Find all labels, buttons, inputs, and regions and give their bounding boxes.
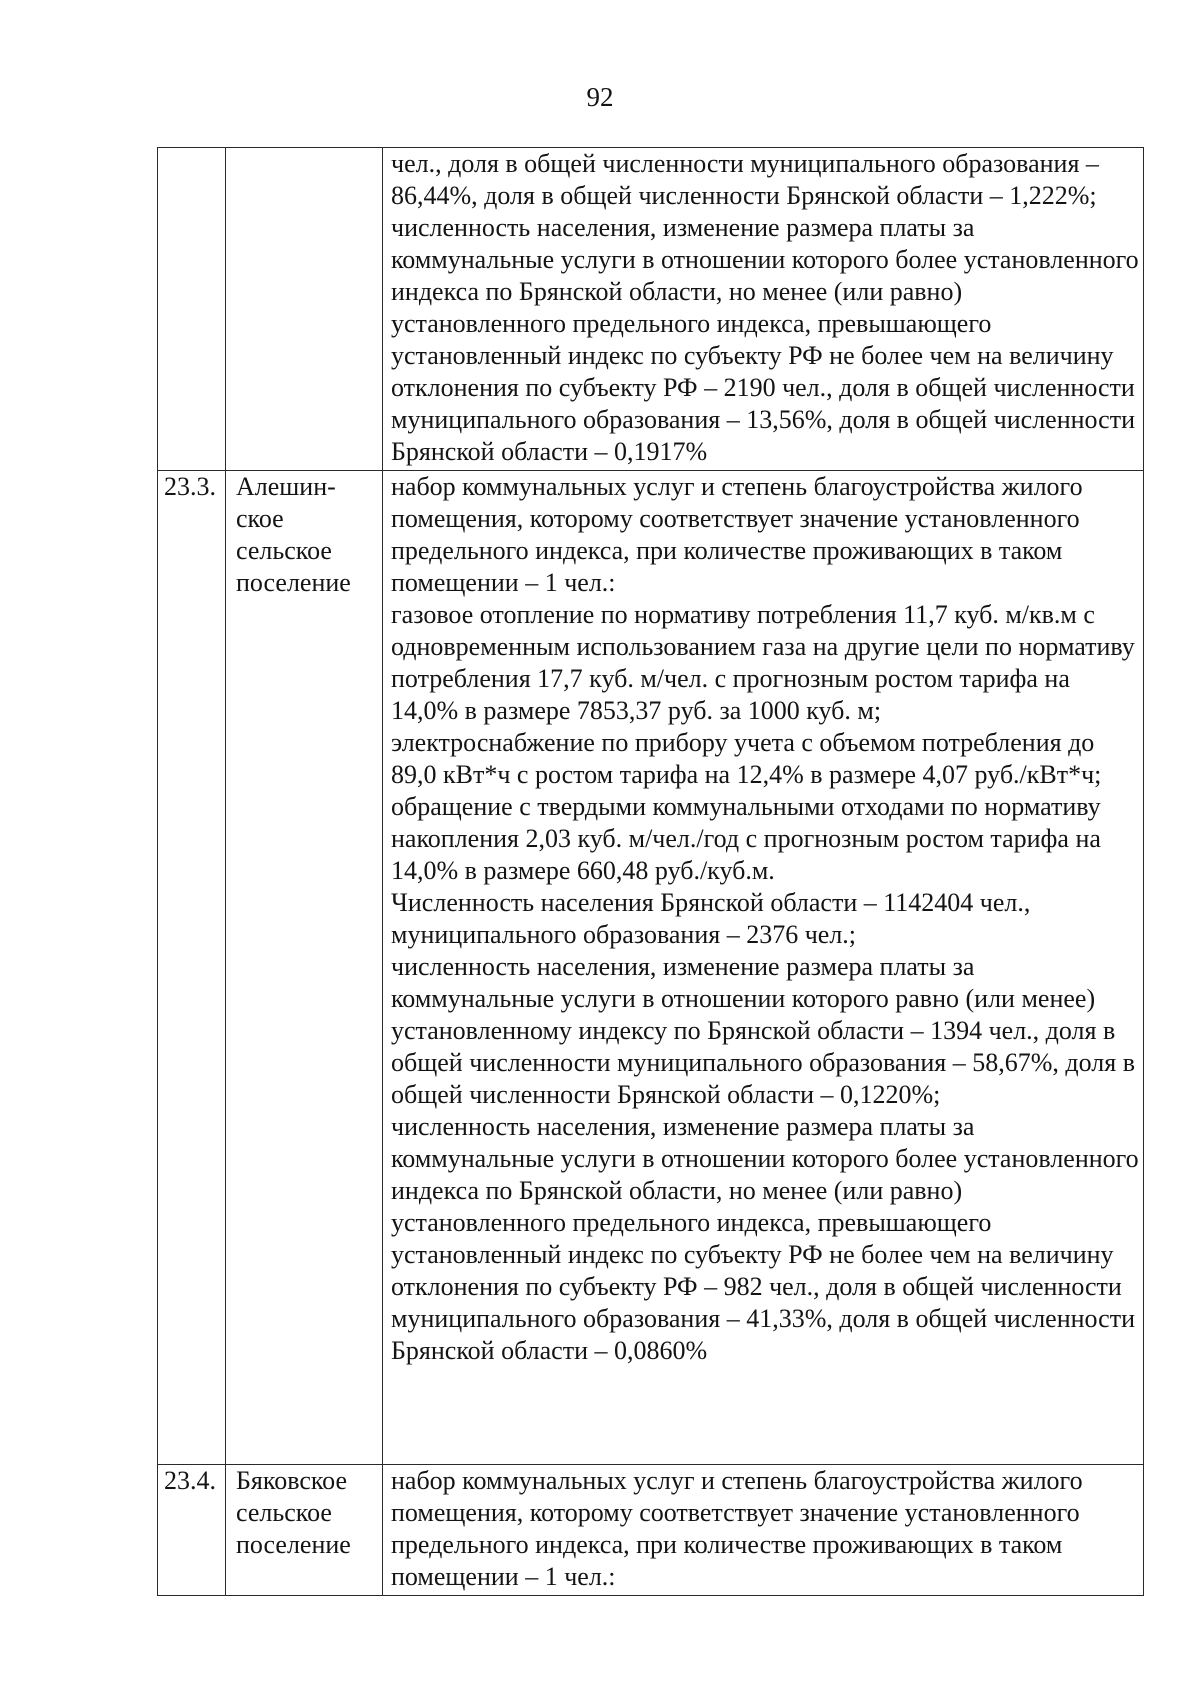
row-number: 23.4. [158,1465,226,1596]
municipality-name [226,148,383,471]
paragraph: Численность населения Брянской области – 1142404 чел., муниципального образования – 2376 чел.; [391,888,1031,949]
name-line: Бяковское [236,1466,348,1495]
name-line: поселение [236,568,351,597]
row-description [383,148,1144,471]
table-row [158,471,1144,1465]
name-line: сельское [236,536,332,565]
paragraph: чел., доля в общей численности муниципального образования – 86,44%, доля в общей численности Брянской области – 1,222%; численность населения, изменение размера платы за коммунальные услуги в отношении которого более установленного индекса по Брянской области, но менее (или равно) установленного предельного индекса, превышающего установленный индекс по субъекту РФ не более чем на величину отклонения по субъекту РФ – 2190 чел., доля в общей численности муниципального образования – 13,56%, доля в общей численности Брянской области – 0,1917% [391,149,1139,466]
row-number: 23.3. [158,471,226,1465]
table-row [158,1465,1144,1596]
row-description [383,471,1144,1465]
paragraph: газовое отопление по нормативу потребления 11,7 куб. м/кв.м с одновременным использованием газа на другие цели по нормативу потребления 17,7 куб. м/чел. с прогнозным ростом тарифа на 14,0% в размере 7853,37 руб. за 1000 куб. м; [391,600,1135,725]
paragraph: численность населения, изменение размера платы за коммунальные услуги в отношении которого равно (или менее) установленному индексу по Брянской области – 1394 чел., доля в общей численности муниципального образования – 58,67%, доля в общей численности Брянской области – 0,1220%; [391,952,1135,1109]
municipality-table [157,147,1144,1596]
row-description [383,1465,1144,1596]
paragraph: набор коммунальных услуг и степень благоустройства жилого помещения, которому соответствует значение установленного предельного индекса, при количестве проживающих в таком помещении – 1 чел.: [391,472,1083,597]
table-row [158,148,1144,471]
row-number [158,148,226,471]
municipality-name [226,1465,383,1596]
name-line: Алешин- [236,472,336,501]
municipality-name [226,471,383,1465]
paragraph: обращение с твердыми коммунальными отходами по нормативу накопления 2,03 куб. м/чел./год с прогнозным ростом тарифа на 14,0% в размере 660,48 руб./куб.м. [391,792,1101,885]
name-line: сельское [236,1498,332,1527]
paragraph: набор коммунальных услуг и степень благоустройства жилого помещения, которому соответствует значение установленного предельного индекса, при количестве проживающих в таком помещении – 1 чел.: [391,1466,1083,1591]
name-line: поселение [236,1530,351,1559]
name-line: ское [236,504,284,533]
page-number: 92 [586,82,614,112]
paragraph: численность населения, изменение размера платы за коммунальные услуги в отношении которого более установленного индекса по Брянской области, но менее (или равно) установленного предельного индекса, превышающего установленный индекс по субъекту РФ не более чем на величину отклонения по субъекту РФ – 982 чел., доля в общей численности муниципального образования – 41,33%, доля в общей численности Брянской области – 0,0860% [391,1112,1139,1365]
paragraph: электроснабжение по прибору учета с объемом потребления до 89,0 кВт*ч с ростом тарифа на 12,4% в размере 4,07 руб./кВт*ч; [391,728,1102,789]
